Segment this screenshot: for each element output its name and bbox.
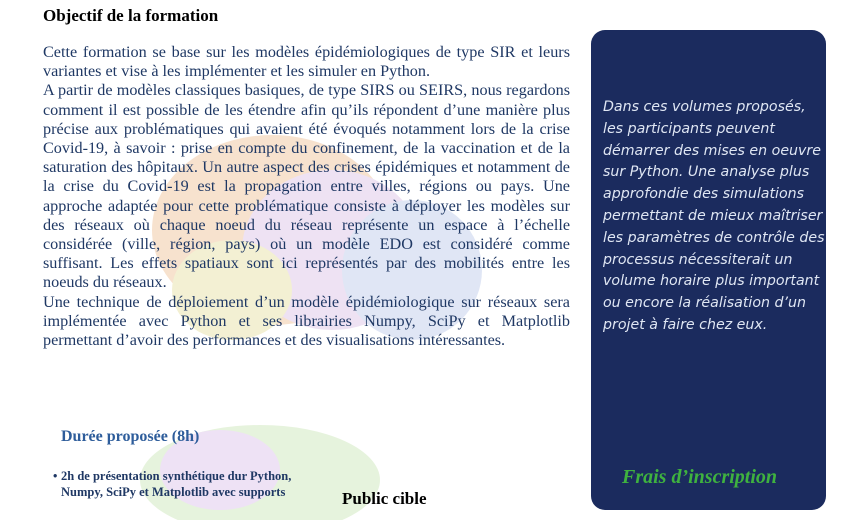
sidebar-text: Dans ces volumes proposés, les participants peuvent démarrer des mises en oeuvre sur Python. Une analyse plus approfondie des simulations permettant de mieux maîtriser les paramètres de contrôle des processus nécessiterait un volume horaire plus important ou encore la réalisation d’un projet à faire chez eux. xyxy=(603,99,825,333)
paragraph-1: Cette formation se base sur les modèles épidémiologiques de type SIR et leurs variantes et vise à les implémenter et les simuler en Python. xyxy=(43,43,570,81)
bullet-icon: • xyxy=(53,469,58,483)
objective-text xyxy=(43,43,570,350)
public-heading: Public cible xyxy=(342,489,427,508)
section-heading: Objectif de la formation xyxy=(43,6,219,25)
paragraph-3: Une technique de déploiement d’un modèle épidémiologique sur réseaux sera implémentée avec Python et ses librairies Numpy, SciPy et Matplotlib permettant d’avoir des performances et des visualisations intéressantes. xyxy=(43,292,570,350)
bullet-item xyxy=(53,468,331,500)
paragraph-2: A partir de modèles classiques basiques, de type SIRS ou SEIRS, nous regardons comment il est possible de les étendre afin qu’ils répondent d’une manière plus précise aux problématiques qui avaient été évoqués notamment lors de la crise Covid-19, à savoir : prise en compte du confinement, de la vaccination et de la saturation des hôpitaux. Un autre aspect des crises épidémiques et notamment de la crise du Covid-19 est la propagation entre villes, régions ou pays. Une approche adaptée pour cette problématique consiste à déployer les modèles sur des réseaux où chaque noeud du réseau représente un espace à l’échelle considérée (ville, région, pays) où un modèle EDO est considéré comme suffisant. Les effets spatiaux sont ici représentés par des mobilités entre les noeuds du réseaux. xyxy=(43,81,570,292)
fees-heading: Frais d’inscription xyxy=(622,466,778,488)
bullet-text: 2h de présentation synthétique dur Python, Numpy, SciPy et Matplotlib avec supports xyxy=(61,469,292,499)
duration-heading: Durée proposée (8h) xyxy=(61,428,200,445)
